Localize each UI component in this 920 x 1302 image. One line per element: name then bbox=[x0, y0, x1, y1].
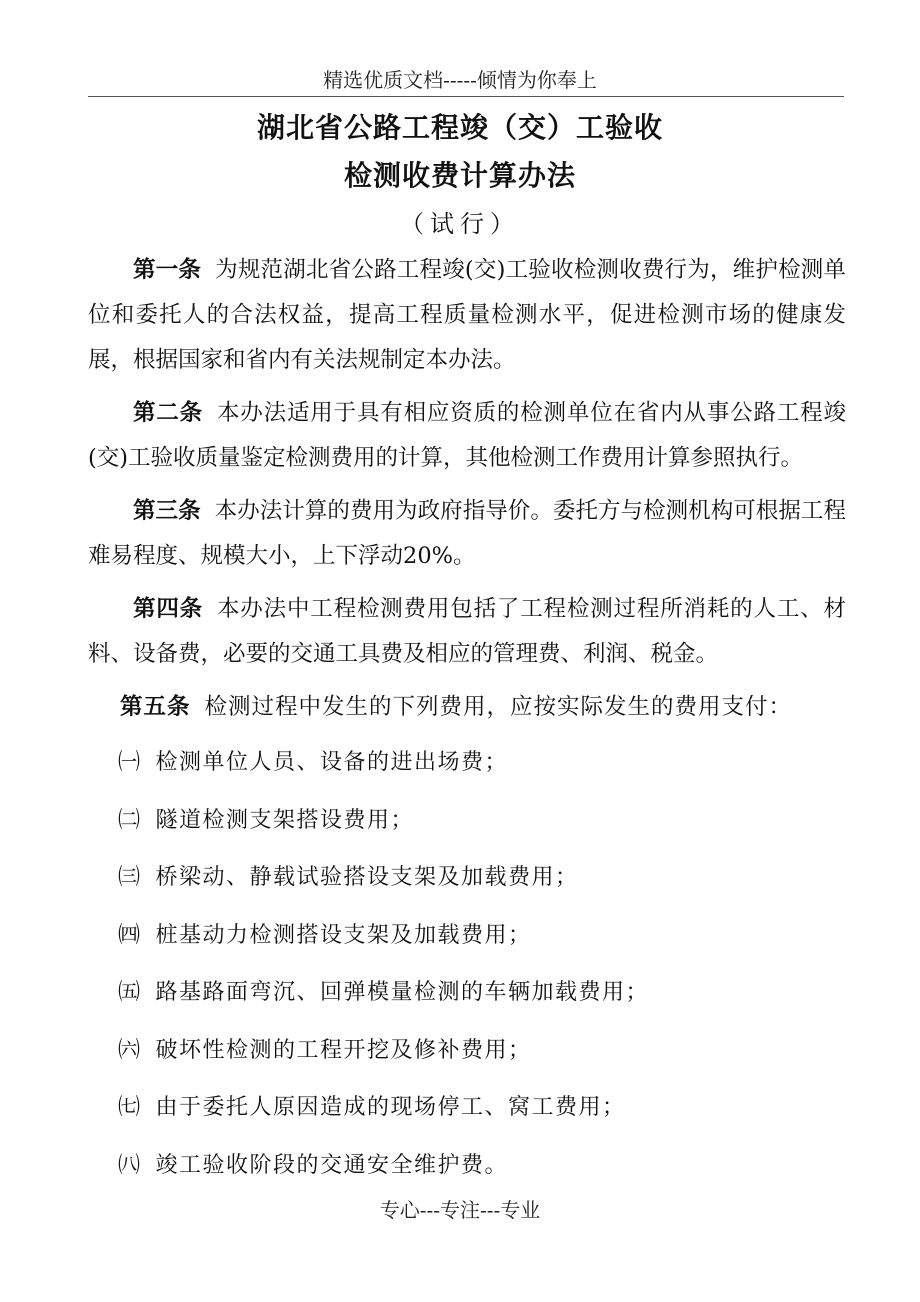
article-label: 第五条 bbox=[120, 694, 191, 720]
list-item bbox=[118, 849, 649, 907]
list-item bbox=[118, 734, 649, 792]
item-number: ㈤ bbox=[118, 980, 142, 1005]
item-number: ㈡ bbox=[118, 807, 142, 833]
article-text: 本办法计算的费用为政府指导价。委托方与检测机构可根据工程难易程度、规模大小，上下浮动20%。 bbox=[88, 498, 846, 569]
list-item bbox=[118, 907, 649, 965]
item-number: ㈢ bbox=[118, 865, 142, 890]
item-number: ㈠ bbox=[118, 750, 142, 775]
article-text: 为规范湖北省公路工程竣(交)工验收检测收费行为，维护检测单位和委托人的合法权益，提高工程质量检测水平，促进检测市场的健康发展，根据国家和省内有关法规制定本办法。 bbox=[88, 257, 846, 373]
list-item bbox=[118, 792, 649, 850]
item-number: ㈧ bbox=[118, 1152, 142, 1178]
item-text: 隧道检测支架搭设费用； bbox=[155, 807, 415, 833]
article-label: 第四条 bbox=[133, 596, 203, 622]
page-header: 精选优质文档-----倾情为你奉上 bbox=[323, 68, 597, 92]
item-text: 路基路面弯沉、回弹模量检测的车辆加载费用； bbox=[155, 980, 650, 1005]
list-item bbox=[118, 1137, 649, 1195]
document-body bbox=[88, 248, 846, 730]
document-title: 湖北省公路工程竣（交）工验收 bbox=[256, 111, 663, 144]
article-text: 检测过程中发生的下列费用，应按实际发生的费用支付： bbox=[204, 694, 793, 720]
article-text: 本办法中工程检测费用包括了工程检测过程所消耗的人工、材料、设备费，必要的交通工具费及相应的管理费、利润、税金。 bbox=[88, 596, 846, 667]
article-5 bbox=[88, 685, 846, 730]
fee-item-list bbox=[118, 734, 649, 1194]
article-3 bbox=[88, 489, 846, 579]
list-item bbox=[118, 964, 649, 1022]
item-text: 桩基动力检测搭设支架及加载费用； bbox=[155, 922, 532, 948]
article-4 bbox=[88, 587, 846, 677]
document-subtitle: （试行） bbox=[400, 210, 520, 238]
item-text: 由于委托人原因造成的现场停工、窝工费用； bbox=[155, 1095, 626, 1120]
document-title-line2: 检测收费计算办法 bbox=[343, 159, 576, 192]
item-text: 检测单位人员、设备的进出场费； bbox=[155, 750, 509, 775]
article-text: 本办法适用于具有相应资质的检测单位在省内从事公路工程竣(交)工验收质量鉴定检测费用的计算，其他检测工作费用计算参照执行。 bbox=[88, 400, 846, 471]
article-1 bbox=[88, 248, 846, 383]
item-number: ㈣ bbox=[118, 922, 142, 948]
article-2 bbox=[88, 391, 846, 481]
item-text: 破坏性检测的工程开挖及修补费用； bbox=[155, 1037, 532, 1063]
list-item bbox=[118, 1022, 649, 1080]
item-number: ㈦ bbox=[118, 1095, 142, 1120]
list-item bbox=[118, 1079, 649, 1137]
page-footer: 专心---专注---专业 bbox=[379, 1198, 541, 1222]
article-label: 第一条 bbox=[133, 257, 202, 283]
article-label: 第三条 bbox=[133, 498, 201, 524]
item-text: 桥梁动、静载试验搭设支架及加载费用； bbox=[155, 865, 579, 890]
article-label: 第二条 bbox=[133, 400, 203, 426]
item-number: ㈥ bbox=[118, 1037, 142, 1063]
item-text: 竣工验收阶段的交通安全维护费。 bbox=[155, 1152, 509, 1178]
header-divider bbox=[88, 96, 844, 97]
